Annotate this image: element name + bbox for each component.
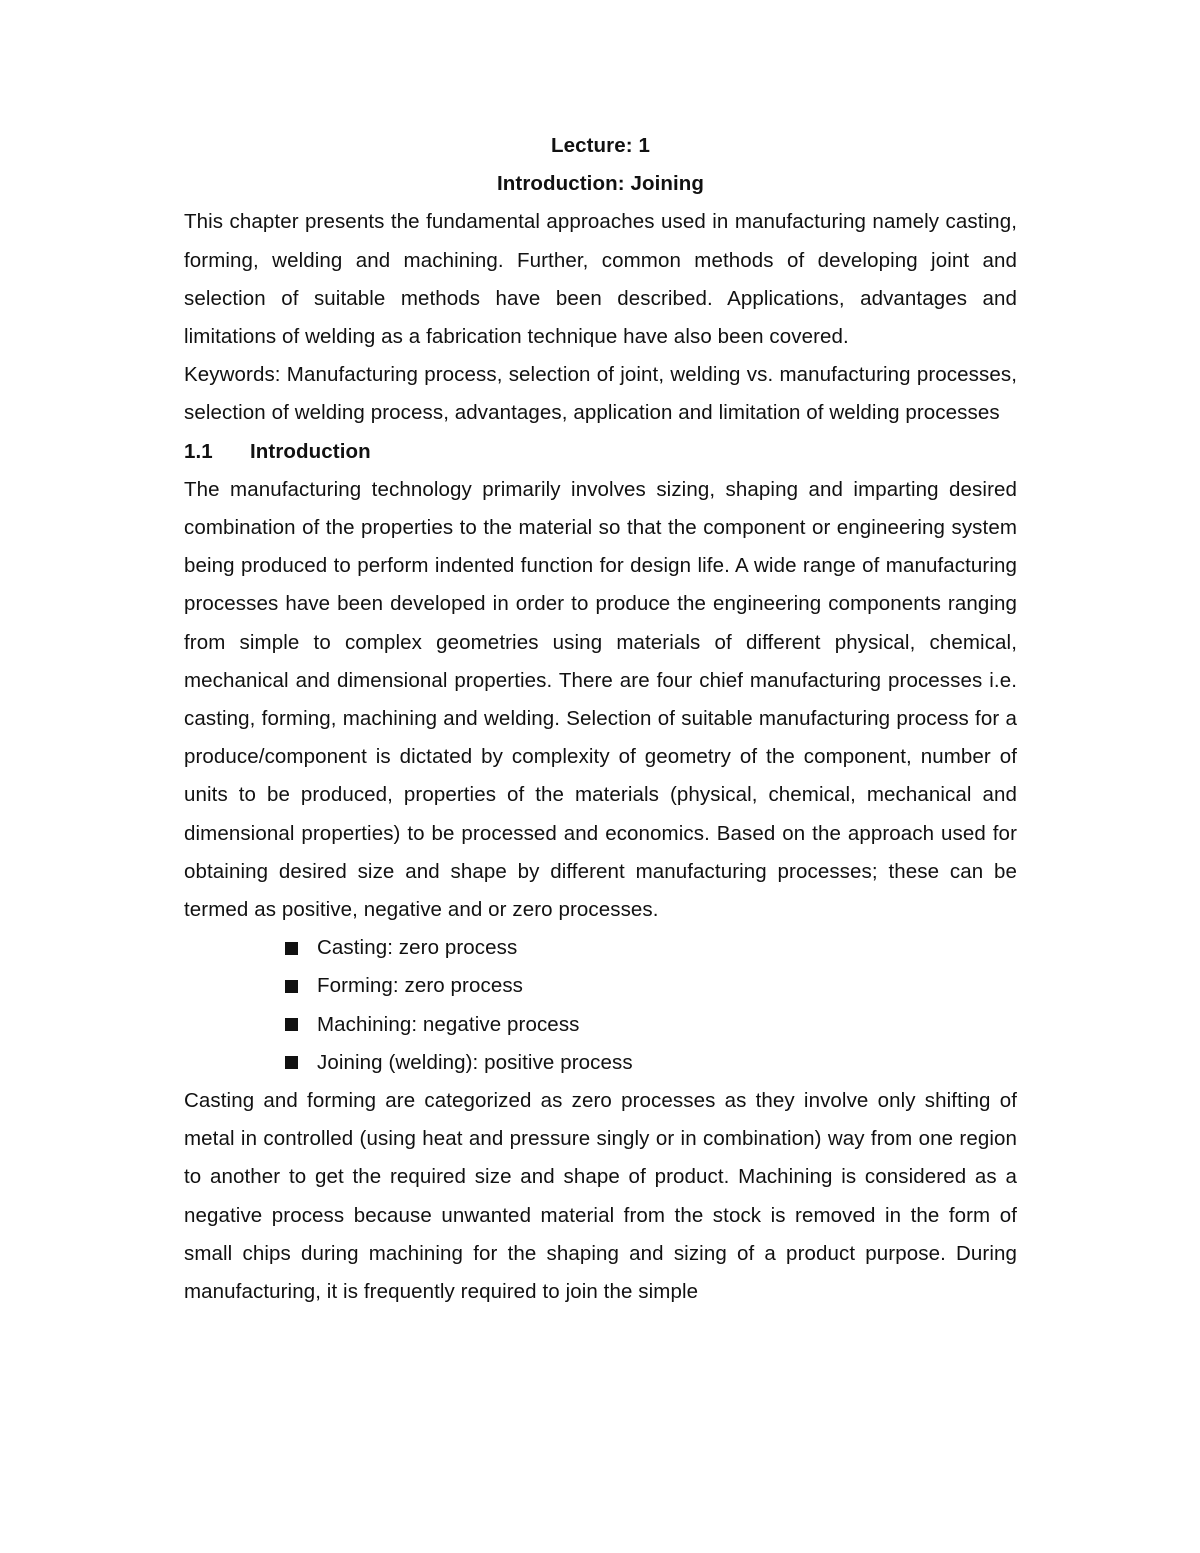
keywords-paragraph: Keywords: Manufacturing process, selection of joint, welding vs. manufacturing processes, selection of welding process, advantages, application and limitation of welding processes xyxy=(184,363,1017,425)
square-bullet-icon xyxy=(285,980,298,993)
list-item-text: Casting: zero process xyxy=(317,936,518,960)
lecture-title: Lecture: 1 xyxy=(551,134,650,157)
list-item xyxy=(285,929,1017,967)
square-bullet-icon xyxy=(285,1018,298,1031)
square-bullet-icon xyxy=(285,1056,298,1069)
square-bullet-icon xyxy=(285,942,298,955)
list-item xyxy=(285,1006,1017,1044)
body-paragraph-1: The manufacturing technology primarily involves sizing, shaping and imparting desired combination of the properties to the material so that the component or engineering system being produced to perform indented function for design life. A wide range of manufacturing processes have been developed in order to produce the engineering components ranging from simple to complex geometries using materials of different physical, chemical, mechanical and dimensional properties. There are four chief manufacturing processes i.e. casting, forming, machining and welding. Selection of suitable manufacturing process for a produce/component is dictated by complexity of geometry of the component, number of units to be produced, properties of the materials (physical, chemical, mechanical and dimensional properties) to be processed and economics. Based on the approach used for obtaining desired size and shape by different manufacturing processes; these can be termed as positive, negative and or zero processes. xyxy=(184,477,1017,922)
list-item xyxy=(285,967,1017,1005)
document-page xyxy=(184,127,1017,1311)
list-item-text: Forming: zero process xyxy=(317,974,524,998)
list-item-text: Machining: negative process xyxy=(317,1012,580,1036)
body-paragraph-2: Casting and forming are categorized as zero processes as they involve only shifting of metal in controlled (using heat and pressure singly or in combination) way from one region to another to get the required size and shape of product. Machining is considered as a negative process because unwanted material from the stock is removed in the form of small chips during machining for the shaping and sizing of a product purpose. During manufacturing, it is frequently required to join the simple xyxy=(184,1089,1017,1304)
section-heading xyxy=(184,433,1017,471)
section-number: 1.1 xyxy=(184,439,213,463)
list-item xyxy=(285,1044,1017,1082)
process-list xyxy=(184,929,1017,1082)
abstract-paragraph: This chapter presents the fundamental approaches used in manufacturing namely casting, forming, welding and machining. Further, common methods of developing joint and selection of suitable methods have been described. Applications, advantages and limitations of welding as a fabrication technique have also been covered. xyxy=(184,210,1017,349)
chapter-title: Introduction: Joining xyxy=(496,172,705,196)
list-item-text: Joining (welding): positive process xyxy=(317,1050,633,1074)
section-title: Introduction xyxy=(250,439,371,463)
